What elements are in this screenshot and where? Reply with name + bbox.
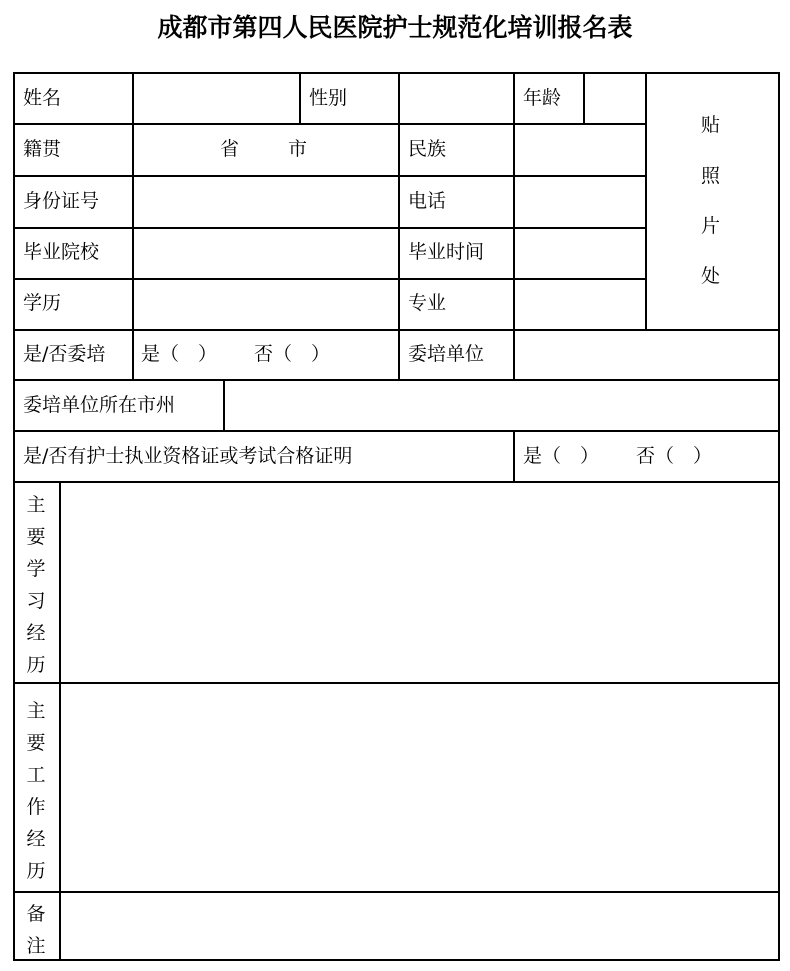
label-char: 备 (26, 903, 46, 925)
label-char: 主 (26, 494, 46, 516)
gender-label: 性别 (309, 87, 348, 109)
label-char: 作 (26, 796, 46, 818)
commissioning-unit-label: 委培单位 (408, 343, 485, 365)
id-number-label: 身份证号 (23, 190, 100, 212)
phone-field[interactable] (515, 177, 644, 226)
photo-label-char: 处 (701, 265, 721, 287)
photo-label-char: 片 (701, 215, 721, 237)
major-field[interactable] (515, 280, 644, 328)
province-label: 省 (220, 138, 240, 160)
commissioned-label: 是/否委培 (23, 343, 106, 365)
label-char: 历 (26, 654, 46, 676)
unit-city-field[interactable] (225, 381, 777, 429)
commissioned-yes-option[interactable]: 是（ ） (141, 343, 218, 365)
school-field[interactable] (134, 229, 397, 277)
study-history-field[interactable] (61, 483, 777, 681)
label-char: 要 (26, 732, 46, 754)
native-place-field[interactable] (134, 125, 397, 174)
page-title: 成都市第四人民医院护士规范化培训报名表 (157, 13, 633, 42)
label-char: 学 (26, 558, 46, 580)
phone-label: 电话 (408, 190, 447, 212)
age-field[interactable] (585, 74, 644, 122)
major-label: 专业 (408, 292, 447, 314)
native-place-label: 籍贯 (23, 138, 62, 160)
commissioned-no-option[interactable]: 否（ ） (254, 343, 331, 365)
row-divider (13, 430, 780, 432)
photo-label-char: 照 (701, 165, 721, 187)
license-yes-option[interactable]: 是（ ） (523, 445, 600, 467)
col-divider (513, 430, 515, 481)
license-label: 是/否有护士执业资格证或考试合格证明 (23, 445, 353, 467)
name-field[interactable] (134, 74, 298, 122)
education-label: 学历 (23, 292, 62, 314)
id-number-field[interactable] (134, 177, 397, 226)
label-char: 要 (26, 526, 46, 548)
commissioning-unit-field[interactable] (515, 331, 777, 378)
col-divider (299, 72, 301, 123)
gender-field[interactable] (400, 74, 512, 122)
photo-label-char: 贴 (701, 114, 721, 136)
education-field[interactable] (134, 280, 397, 328)
school-label: 毕业院校 (23, 241, 100, 263)
label-char: 注 (26, 935, 46, 957)
age-label: 年龄 (523, 87, 562, 109)
work-history-field[interactable] (61, 684, 777, 890)
graduation-time-label: 毕业时间 (408, 241, 485, 263)
work-history-label (13, 696, 59, 888)
unit-city-label: 委培单位所在市州 (23, 394, 176, 416)
study-history-label (13, 490, 59, 682)
label-char: 主 (26, 700, 46, 722)
label-char: 习 (26, 590, 46, 612)
label-char: 历 (26, 860, 46, 882)
remarks-field[interactable] (61, 893, 777, 958)
label-char: 经 (26, 622, 46, 644)
table-border-bottom (13, 959, 780, 961)
table-border-right (778, 72, 780, 960)
graduation-time-field[interactable] (515, 229, 644, 277)
ethnicity-field[interactable] (515, 125, 644, 174)
ethnicity-label: 民族 (408, 138, 447, 160)
remarks-label (13, 899, 59, 963)
label-char: 工 (26, 764, 46, 786)
license-no-option[interactable]: 否（ ） (636, 445, 713, 467)
city-label: 市 (288, 138, 308, 160)
label-char: 经 (26, 828, 46, 850)
name-label: 姓名 (23, 87, 62, 109)
